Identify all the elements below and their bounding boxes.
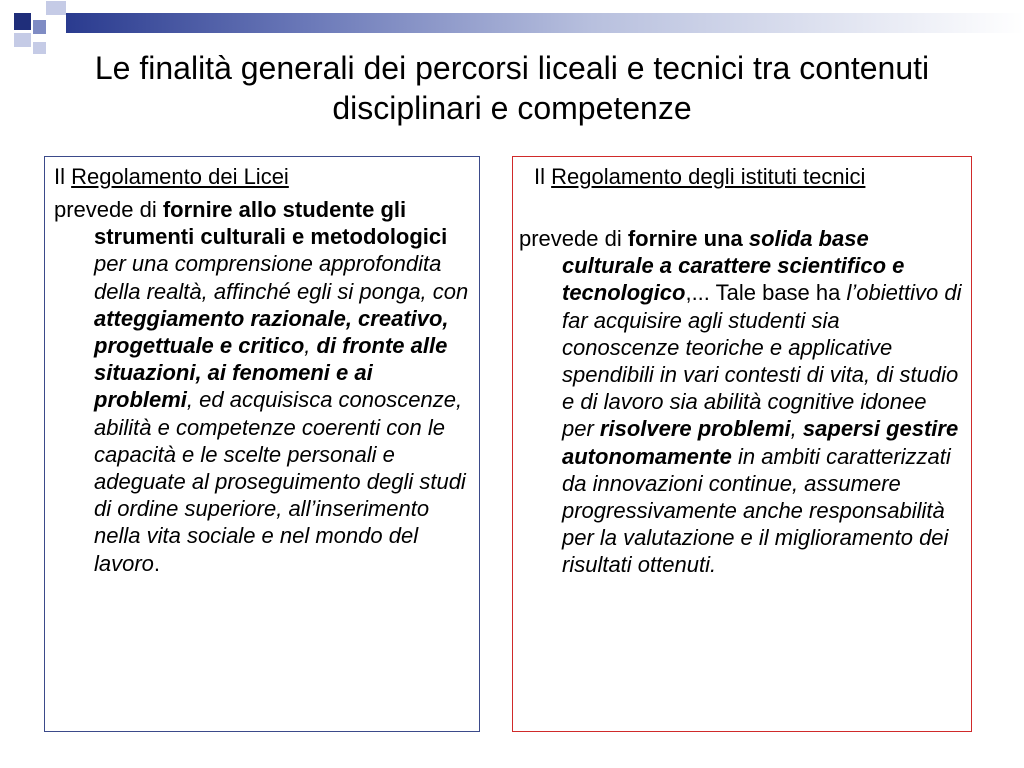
licei-heading: Il Regolamento dei Licei [54,164,289,189]
decor-square [14,33,31,47]
licei-text: prevede di fornire allo studente gli strumenti culturali e metodologici per una comprensione approfondita della realtà, affinché egli si ponga, con atteggiamento razionale, creativo, progettuale e critico, di fronte alle situazioni, ai fenomeni e ai problemi, ed acquisisca conoscenze, abilità e competenze coerenti con le capacità e le scelte personali e adeguate al proseguimento degli studi di ordine superiore, all’inserimento nella vita sociale e nel mondo del lavoro. [54,197,469,576]
tecnici-box [512,156,972,732]
decor-square [46,1,66,15]
tecnici-regulation-link: Regolamento degli istituti tecnici [551,164,866,189]
slide-title: Le finalità generali dei percorsi liceali e tecnici tra contenuti disciplinari e competenze [94,50,930,126]
tecnici-text: prevede di fornire una solida base culturale a carattere scientifico e tecnologico,... Tale base ha l’obiettivo di far acquisire agli studenti sia conoscenze teoriche e applicative spendibili in vari contesti di vita, di studio e di lavoro sia abilità cognitive idonee per risolvere problemi, sapersi gestire autonomamente in ambiti caratterizzati da innovazioni continue, assumere progressivamente anche responsabilità per la valutazione e il miglioramento dei risultati ottenuti. [519,226,962,578]
header-gradient-bar [66,13,1024,33]
tecnici-heading: Il Regolamento degli istituti tecnici [534,164,866,189]
licei-regulation-link: Regolamento dei Licei [71,164,289,189]
decor-square [33,20,46,34]
licei-box [44,156,480,732]
decor-square [14,13,31,30]
